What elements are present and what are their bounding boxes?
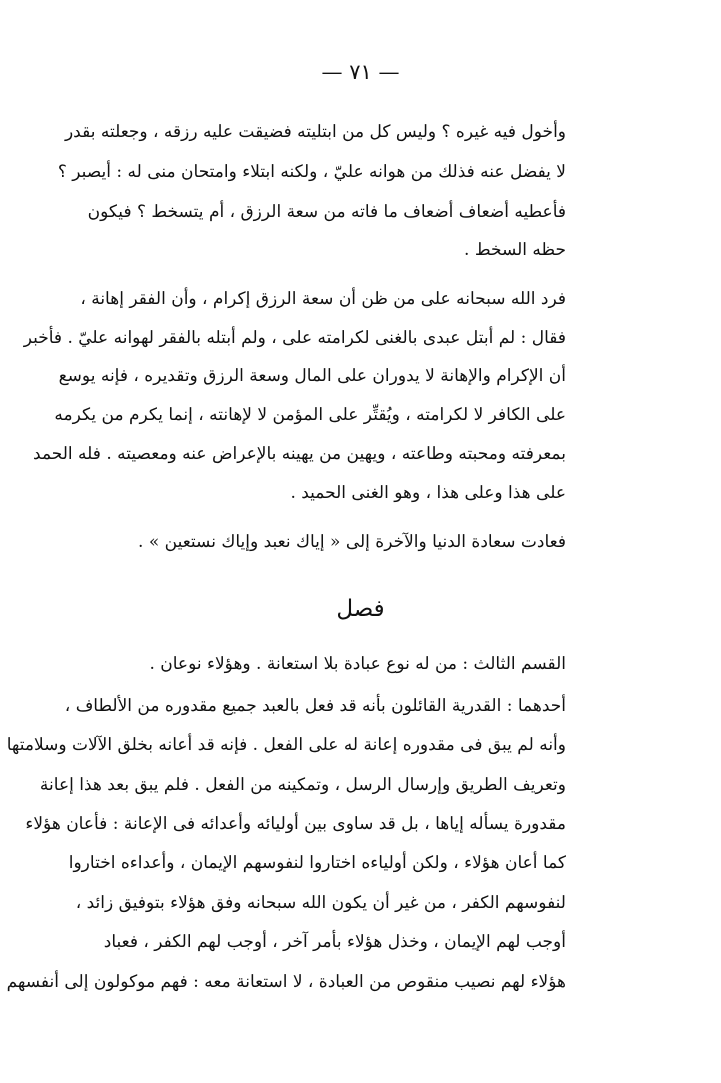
text-line: حظه السخط . [464, 240, 566, 260]
text-line: مقدورة يسأله إياها ، بل قد ساوى بين أوليائه وأعدائه فى الإعانة : فأعان هؤلاء [25, 814, 566, 834]
text-line: أوجب لهم الإيمان ، وخذل هؤلاء بأمر آخر ، أوجب لهم الكفر ، فعباد [103, 932, 566, 952]
text-line: هؤلاء لهم نصيب منقوص من العبادة ، لا استعانة معه : فهم موكولون إلى أنفسهم [6, 972, 566, 992]
text-line: أن الإكرام والإهانة لا يدوران على المال وسعة الرزق وتقديره ، فإنه يوسع [58, 366, 566, 386]
text-line: بمعرفته ومحبته وطاعته ، ويهين من يهينه بالإعراض عنه ومعصيته . فله الحمد [33, 444, 566, 464]
text-line: على هذا وعلى هذا ، وهو الغنى الحميد . [290, 483, 566, 503]
text-line: وأنه لم يبق فى مقدوره إعانة له على الفعل . فإنه قد أعانه بخلق الآلات وسلامتها [6, 735, 566, 755]
text-line: القسم الثالث : من له نوع عبادة بلا استعانة . وهؤلاء نوعان . [149, 654, 566, 674]
section-heading: فصل [336, 596, 385, 622]
text-line: كما أعان هؤلاء ، ولكن أولياءه اختاروا لنفوسهم الإيمان ، وأعداءه اختاروا [68, 853, 566, 873]
text-line: فعادت سعادة الدنيا والآخرة إلى « إياك نعبد وإياك نستعين » . [138, 532, 566, 552]
page-number: — ٧١ — [321, 60, 400, 84]
text-line: وأخول فيه غيره ؟ وليس كل من ابتليته فضيقت عليه رزقه ، وجعلته بقدر [64, 122, 566, 142]
text-line: فرد الله سبحانه على من ظن أن سعة الرزق إكرام ، وأن الفقر إهانة ، [80, 289, 566, 309]
text-line: لا يفضل عنه فذلك من هوانه عليّ ، ولكنه ابتلاء وامتحان منى له : أيصبر ؟ [57, 162, 566, 182]
text-line: فأعطيه أضعاف أضعاف ما فاته من سعة الرزق ، أم يتسخط ؟ فيكون [87, 202, 566, 222]
text-line: على الكافر لا لكرامته ، ويُقتِّر على المؤمن لا لإهانته ، إنما يكرم من يكرمه [54, 405, 566, 425]
text-line: فقال : لم أبتل عبدى بالغنى لكرامته على ، ولم أبتله بالفقر لهوانه عليّ . فأخبر [23, 328, 566, 348]
text-line: لنفوسهم الكفر ، من غير أن يكون الله سبحانه وفق هؤلاء بتوفيق زائد ، [75, 893, 566, 913]
text-line: أحدهما : القدرية القائلون بأنه قد فعل بالعبد جميع مقدوره من الألطاف ، [64, 696, 566, 716]
text-line: وتعريف الطريق وإرسال الرسل ، وتمكينه من الفعل . فلم يبق بعد هذا إعانة [39, 775, 566, 795]
